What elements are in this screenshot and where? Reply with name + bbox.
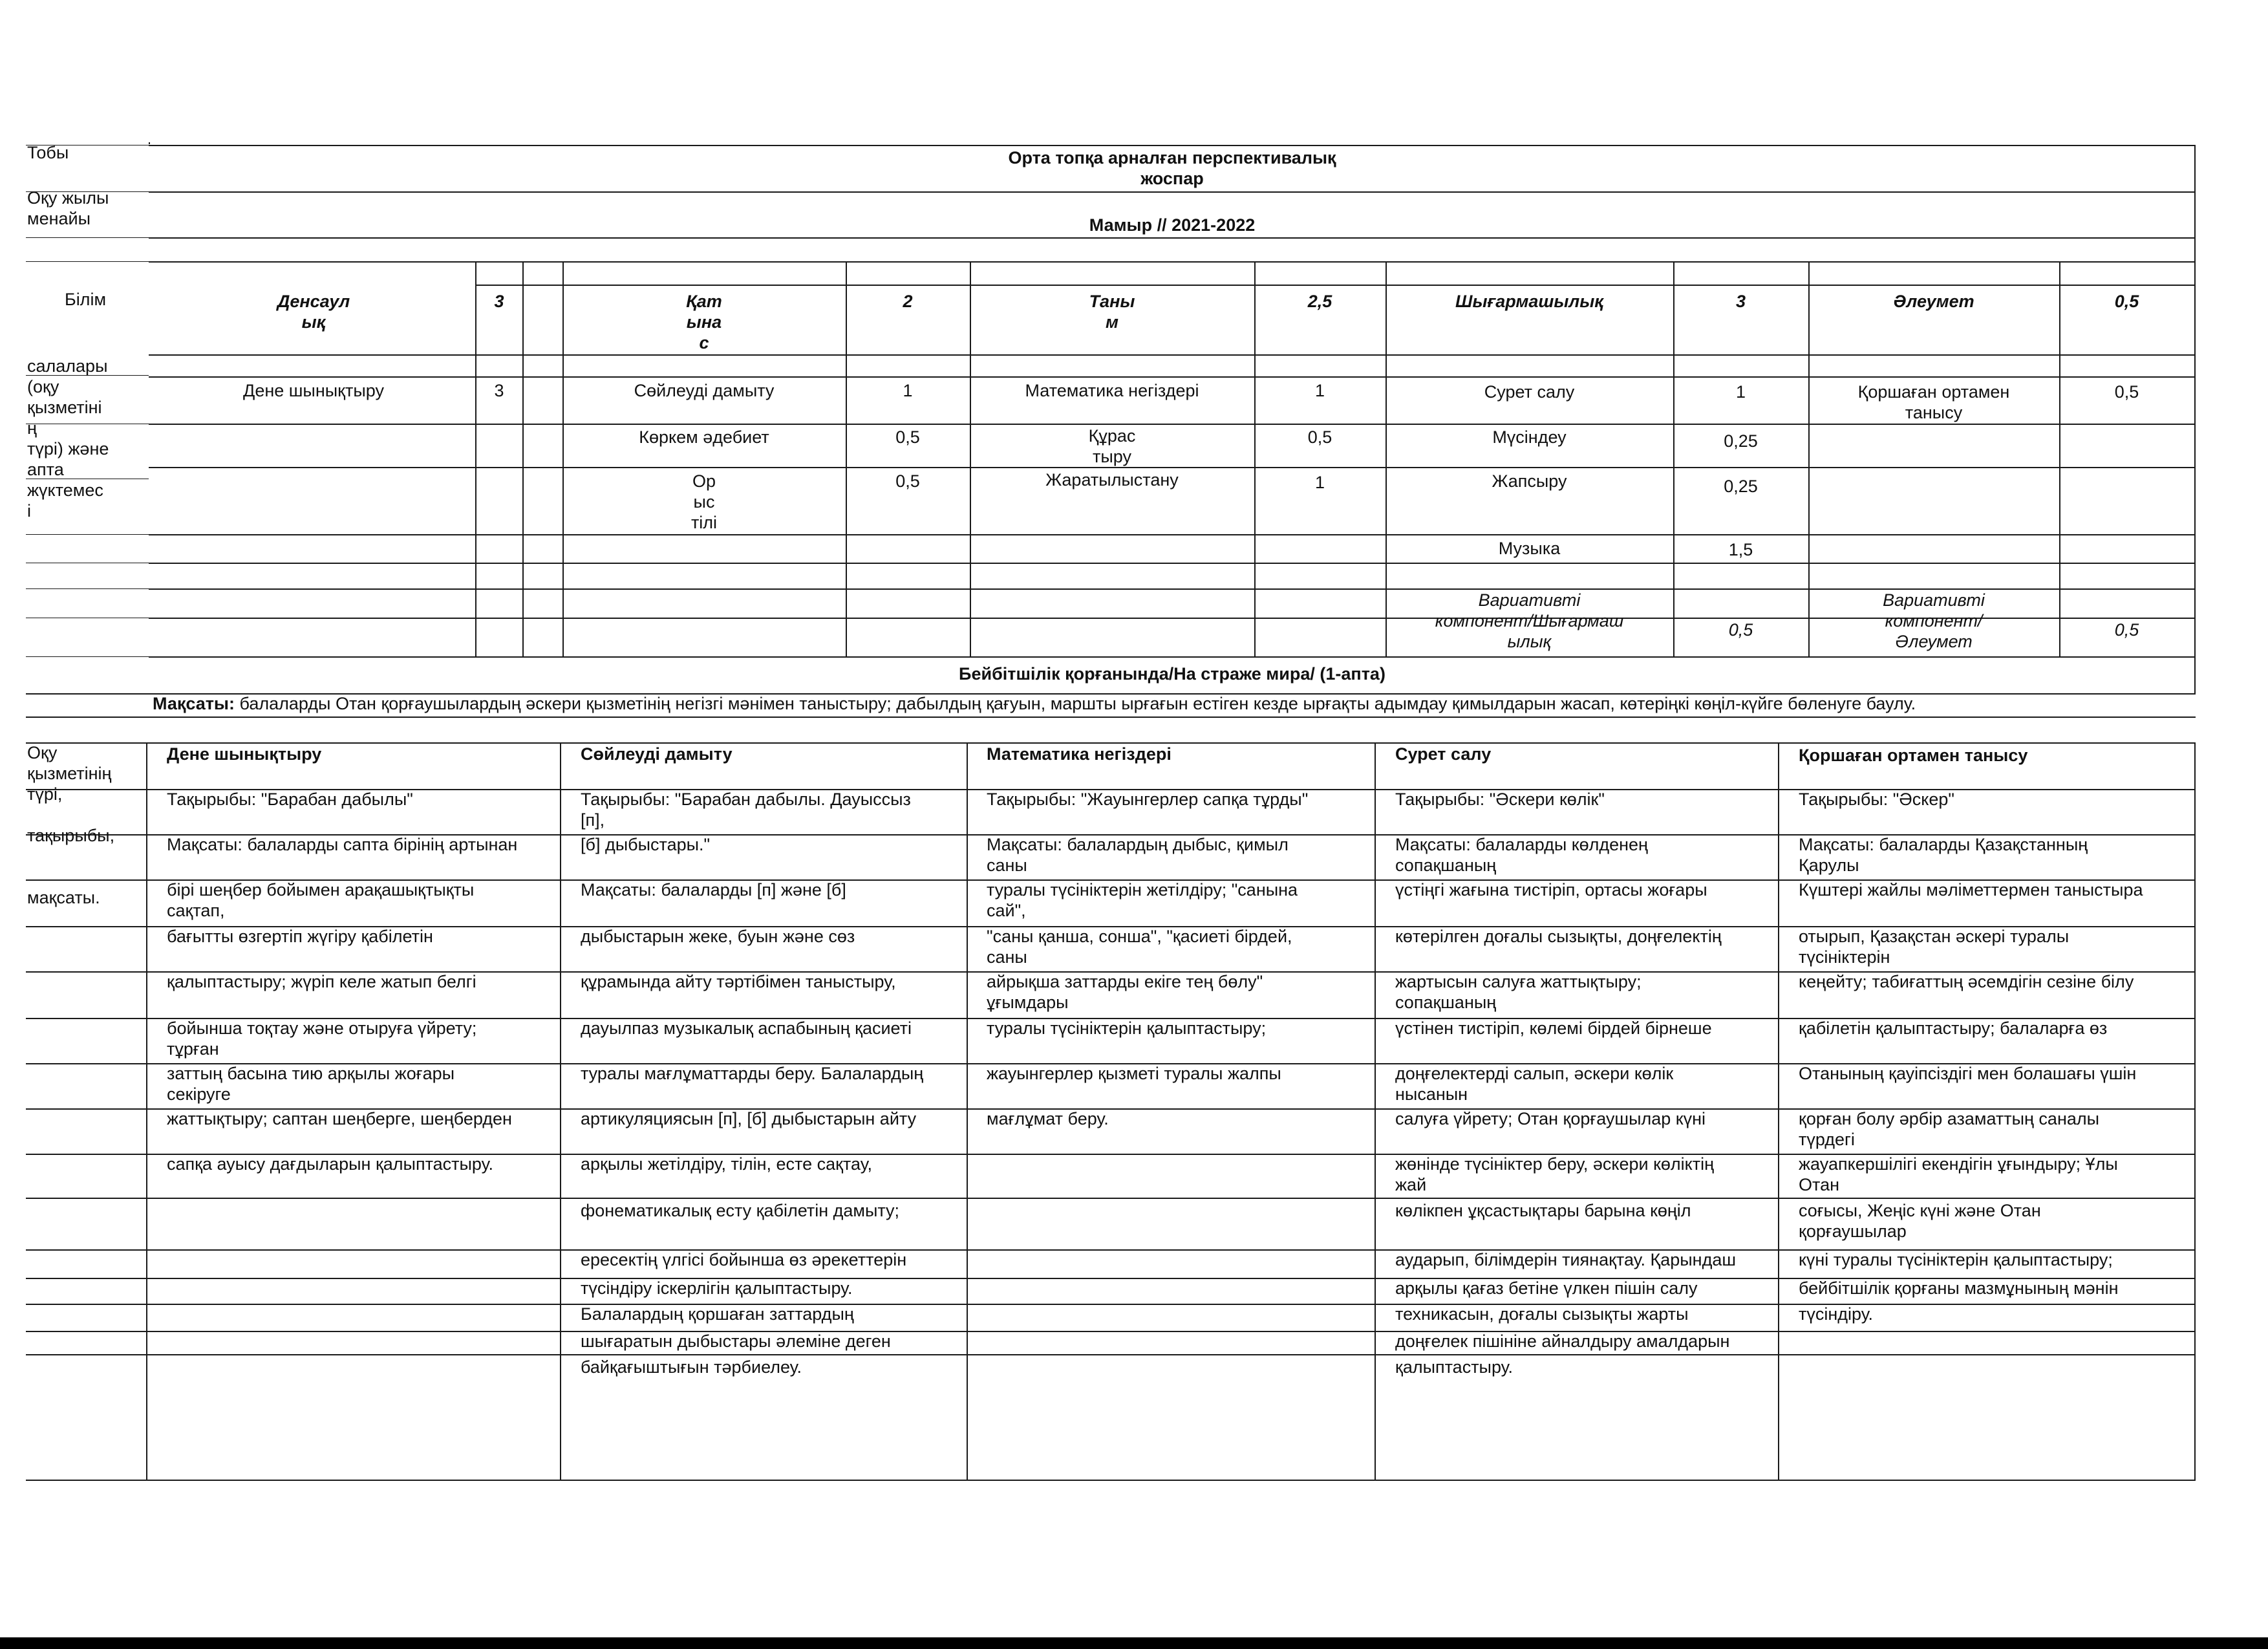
col0-line: бойынша тоқтау және отыруға үйрету; тұрған <box>167 1018 477 1059</box>
col1-line: артикуляциясын [п], [б] дыбыстарын айту <box>581 1109 917 1128</box>
col4-line: соғысы, Жеңіс күні және Отан қорғаушылар <box>1799 1201 2041 1241</box>
subject-math: Математика негіздері <box>1025 381 1199 400</box>
week-goal <box>153 693 2189 714</box>
area-social: Әлеумет <box>1893 292 1974 311</box>
col0-line: заттың басына тию арқылы жоғары секіруге <box>167 1064 455 1104</box>
school-year-label: Оқу жылы менайы <box>27 188 109 228</box>
col2-line: туралы түсініктерін жетілдіру; "санына сай", <box>987 880 1298 920</box>
col1-line: дауылпаз музыкалық аспабының қасиеті <box>581 1018 912 1038</box>
subject-natural-science-hours: 1 <box>1314 473 1325 492</box>
col-header-physical-education: Дене шынықтыру <box>167 744 322 764</box>
subject-modelling-hours: 0,25 <box>1724 431 1758 451</box>
col2-line: айрықша заттарды екіге тең бөлу" ұғымдары <box>987 972 1263 1012</box>
areas-label: салалары (оқу қызметіні ң түрі) және апта жүктемес і <box>27 356 109 521</box>
col-header-speech: Сөйлеуді дамыту <box>581 744 733 764</box>
education-label: Білім <box>64 290 107 309</box>
col4-line: күні туралы түсініктерін қалыптастыру; <box>1799 1250 2113 1269</box>
col0-line: қалыптастыру; жүріп келе жатып белгі <box>167 972 476 991</box>
col2-line: жауынгерлер қызметі туралы жалпы <box>987 1064 1281 1083</box>
subject-natural-science: Жаратылыстану <box>1045 470 1179 490</box>
col3-line: жөнінде түсініктер беру, әскери көліктің жай <box>1395 1154 1715 1194</box>
col0-line: Мақсаты: балаларды сапта бірінің артынан <box>167 835 518 854</box>
col3-line: Мақсаты: балаларды көлденең сопақшаның <box>1395 835 1648 875</box>
subject-environment-hours: 0,5 <box>2114 382 2139 402</box>
col3-line: көтерілген доғалы сызықты, доңғелектің <box>1395 927 1722 946</box>
col3-line: техникасын, доғалы сызықты жарты <box>1395 1304 1689 1324</box>
col3-line: қалыптастыру. <box>1395 1357 1513 1377</box>
col2-line: Мақсаты: балалардың дыбыс, қимыл саны <box>987 835 1289 875</box>
col2-line: Тақырыбы: "Жауынгерлер сапқа тұрды" <box>987 790 1309 809</box>
subject-drawing: Сурет салу <box>1484 382 1575 402</box>
subject-applique: Жапсыру <box>1492 471 1567 491</box>
activity-type-label: Оқу қызметінің түрі, тақырыбы, мақсаты. <box>27 743 115 907</box>
subject-russian: Ор ыс тілі <box>690 471 718 532</box>
subject-construction: Құрас тыру <box>1088 426 1136 466</box>
subject-physical-education-hours: 3 <box>494 381 504 400</box>
col3-line: үстіңгі жағына тистіріп, ортасы жоғары <box>1395 880 1707 900</box>
subject-speech-hours: 1 <box>903 381 913 400</box>
week-title: Бейбітшілік қорғанында/На страже мира/ (1-апта) <box>959 664 1385 684</box>
col1-line: ересектің үлгісі бойынша өз әрекеттерін <box>581 1250 907 1269</box>
col1-line: құрамында айту тәртібімен таныстыру, <box>581 972 896 991</box>
variative-social: Вариативті компонент/ Әлеумет <box>1883 590 1985 651</box>
col1-line: шығаратын дыбыстары әлеміне деген <box>581 1331 891 1351</box>
col4-line: қабілетін қалыптастыру; балаларға өз <box>1799 1018 2108 1038</box>
col3-line: арқылы қағаз бетіне үлкен пішін салу <box>1395 1278 1698 1298</box>
col3-line: аударып, білімдерін тиянақтау. Қарындаш <box>1395 1250 1737 1269</box>
subject-drawing-hours: 1 <box>1735 382 1746 402</box>
area-creativity: Шығармашылық <box>1455 292 1603 311</box>
col4-line: Отанының қауіпсіздігі мен болашағы үшін <box>1799 1064 2137 1083</box>
col0-line: бірі шеңбер бойымен арақашықтықты сақтап, <box>167 880 475 920</box>
subject-physical-education: Дене шынықтыру <box>243 381 384 400</box>
group-label: Тобы <box>27 143 69 162</box>
area-cognition: Таны м <box>1089 292 1135 332</box>
variative-creativity: Вариативті компонент/Шығармаш ылық <box>1435 590 1624 651</box>
variative-social-hours: 0,5 <box>2114 620 2139 640</box>
subject-literature-hours: 0,5 <box>895 427 920 447</box>
col2-line: туралы түсініктерін қалыптастыру; <box>987 1018 1267 1038</box>
col1-line: Мақсаты: балаларды [п] және [б] <box>581 880 846 900</box>
col3-line: жартысын салуға жаттықтыру; сопақшаның <box>1395 972 1642 1012</box>
scan-edge <box>0 1637 2268 1649</box>
col4-line: кеңейту; табиғаттың әсемдігін сезіне білу <box>1799 972 2134 991</box>
col4-line: отырып, Қазақстан әскері туралы түсініктерін <box>1799 927 2070 967</box>
period-label: Мамыр // 2021-2022 <box>1089 215 1256 235</box>
col4-line: Мақсаты: балаларды Қазақстанның Қарулы <box>1799 835 2088 875</box>
col1-line: байқағыштығын тәрбиелеу. <box>581 1357 802 1377</box>
area-social-hours: 0,5 <box>2114 292 2139 311</box>
col3-line: доңғелек пішініне айналдыру амалдарын <box>1395 1331 1730 1351</box>
col0-line: сапқа ауысу дағдыларын қалыптастыру. <box>167 1154 493 1174</box>
col0-line: жаттықтыру; саптан шеңберге, шеңберден <box>167 1109 512 1128</box>
col3-line: салуға үйрету; Отан қорғаушылар күні <box>1395 1109 1706 1128</box>
col3-line: үстінен тистіріп, көлемі бірдей бірнеше <box>1395 1018 1712 1038</box>
subject-music-hours: 1,5 <box>1728 540 1753 559</box>
col1-line: түсіндіру іскерлігін қалыптастыру. <box>581 1278 853 1298</box>
subject-russian-hours: 0,5 <box>895 471 920 491</box>
col3-line: Тақырыбы: "Әскери көлік" <box>1395 790 1605 809</box>
col1-line: [б] дыбыстары." <box>581 835 711 854</box>
col4-line: бейбітшілік қорғаны мазмұнының мәнін <box>1799 1278 2119 1298</box>
subject-environment: Қоршаған ортамен танысу <box>1857 382 2010 422</box>
area-health-hours: 3 <box>494 292 504 311</box>
area-cognition-hours: 2,5 <box>1307 292 1332 311</box>
col4-line: Тақырыбы: "Әскер" <box>1799 790 1954 809</box>
col3-line: көлікпен ұқсастықтары барына көңіл <box>1395 1201 1691 1220</box>
area-health: Денсаул ық <box>277 292 350 332</box>
col1-line: фонематикалық есту қабілетін дамыту; <box>581 1201 900 1220</box>
subject-modelling: Мүсіндеу <box>1492 427 1567 447</box>
col1-line: туралы мағлұматтарды беру. Балалардың <box>581 1064 924 1083</box>
col4-line: жауапкершілігі екендігін ұғындыру; Ұлы Отан <box>1799 1154 2118 1194</box>
week-goal-label: Мақсаты: <box>153 694 235 713</box>
col3-line: доңғелектерді салып, әскери көлік нысанын <box>1395 1064 1674 1104</box>
area-communication: Қат ына с <box>686 292 722 352</box>
page-title: Орта топқа арналған перспективалық жоспар <box>1008 148 1336 188</box>
variative-creativity-hours: 0,5 <box>1728 620 1753 640</box>
col1-line: Тақырыбы: "Барабан дабылы. Дауыссыз [п], <box>581 790 911 830</box>
area-communication-hours: 2 <box>903 292 913 311</box>
col2-line: мағлұмат беру. <box>987 1109 1109 1128</box>
week-goal-text: балаларды Отан қорғаушылардың әскери қызметінің негізгі мәнімен таныстыру; дабылдың қағуын, маршты ырғағын естіген кезде ырғақты адымдау қимылдарын жасап, көтеріңкі көңіл-күйге бөленуге баулу. <box>234 694 1916 713</box>
subject-construction-hours: 0,5 <box>1307 427 1332 447</box>
subject-speech: Сөйлеуді дамыту <box>634 381 775 400</box>
col1-line: дыбыстарын жеке, буын және сөз <box>581 927 855 946</box>
subject-literature: Көркем әдебиет <box>639 427 769 447</box>
col0-line: бағытты өзгертіп жүгіру қабілетін <box>167 927 433 946</box>
col-header-environment: Қоршаған ортамен танысу <box>1799 746 2028 765</box>
col1-line: арқылы жетілдіру, тілін, есте сақтау, <box>581 1154 873 1174</box>
col2-line: "саны қанша, сонша", "қасиеті бірдей, саны <box>987 927 1292 967</box>
subject-music: Музыка <box>1498 539 1561 558</box>
col4-line: Күштері жайлы мәліметтермен таныстыра <box>1799 880 2143 900</box>
col0-line: Тақырыбы: "Барабан дабылы" <box>167 790 413 809</box>
col4-line: қорған болу әрбір азаматтың саналы түрдегі <box>1799 1109 2100 1149</box>
area-creativity-hours: 3 <box>1735 292 1746 311</box>
col-header-drawing: Сурет салу <box>1395 744 1492 764</box>
col-header-math: Математика негіздері <box>987 744 1171 764</box>
col4-line: түсіндіру. <box>1799 1304 1874 1324</box>
col1-line: Балалардың қоршаған заттардың <box>581 1304 854 1324</box>
subject-math-hours: 1 <box>1314 381 1325 400</box>
subject-applique-hours: 0,25 <box>1724 477 1758 496</box>
